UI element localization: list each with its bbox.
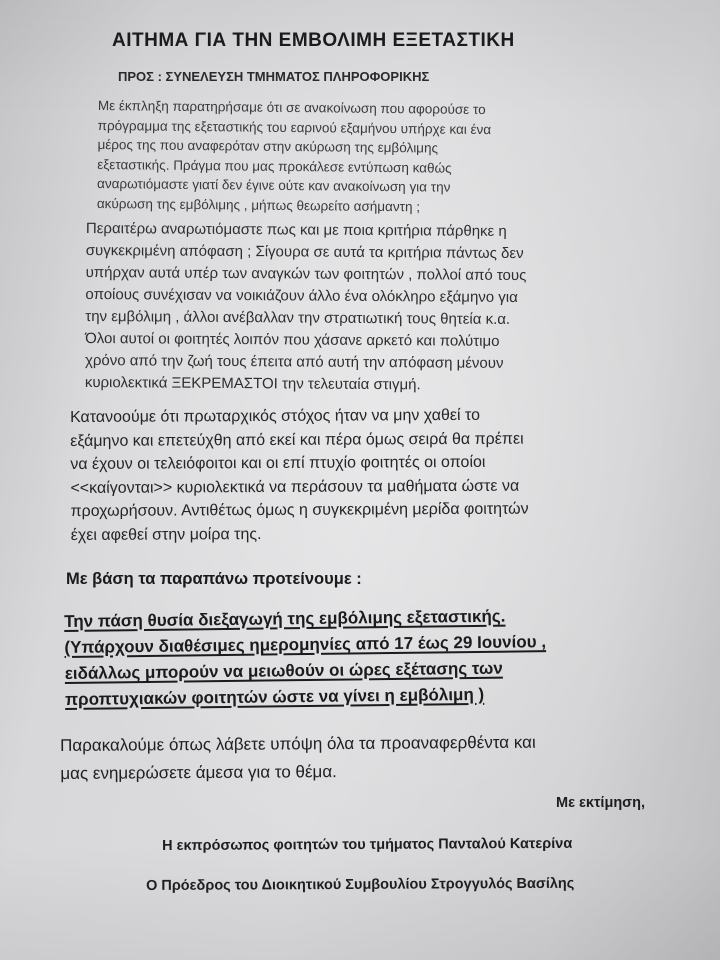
text-line: Περαιτέρω αναρωτιόμαστε πως και με ποια κριτήρια πάρθηκε η	[85, 219, 507, 240]
text-line: κυριολεκτικά ΞΕΚΡΕΜΑΣΤΟΙ την τελευταία στιγμή.	[84, 373, 421, 394]
paragraph-request	[60, 728, 700, 788]
text-line: αναρωτιόμαστε γιατί δεν έγινε ούτε καν ανακοίνωση για την	[97, 175, 451, 195]
text-line: εξάμηνο και επετεύχθη από εκεί και πέρα όμως σειρά θα πρέπει	[70, 430, 524, 450]
document-title: ΑΙΤΗΜΑ ΓΙΑ ΤΗΝ ΕΜΒΟΛΙΜΗ ΕΞΕΤΑΣΤΙΚΗ	[112, 30, 515, 51]
proposal-block	[64, 602, 665, 713]
text-line: υπήρχαν αυτά υπέρ των αναγκών των φοιτητών , πολλοί από τους	[85, 263, 527, 285]
closing-salutation: Με εκτίμηση,	[556, 795, 645, 811]
text-line: ακύρωση της εμβόλιμης , μήπως θεωρείτο ασήμαντη ;	[96, 195, 421, 214]
text-line: μας ενημερώσετε άμεσα για το θέμα.	[60, 762, 337, 783]
proposal-line: (Υπάρχουν διαθέσιμες ημερομηνίες από 17 έως 29 Ιουνίου ,	[64, 632, 547, 657]
text-line: Παρακαλούμε όπως λάβετε υπόψη όλα τα προαναφερθέντα και	[60, 732, 536, 755]
paragraph-criteria	[85, 218, 656, 398]
text-line: συγκεκριμένη απόφαση ; Σίγουρα σε αυτά τα κριτήρια πάντως δεν	[85, 241, 524, 263]
text-line: <<καίγονται>> κυριολεκτικά να περάσουν τα μαθήματα ώστε να	[70, 477, 520, 497]
text-line: έχει αφεθεί στην μοίρα της.	[70, 525, 262, 544]
text-line: Κατανοούμε ότι πρωταρχικός στόχος ήταν να μην χαθεί το	[70, 406, 481, 426]
text-line: να έχουν οι τελειόφοιτοι και οι επί πτυχίο φοιτητές οι οποίοι	[70, 453, 486, 473]
recipient-line: ΠΡΟΣ : ΣΥΝΕΛΕΥΣΗ ΤΜΗΜΑΤΟΣ ΠΛΗΡΟΦΟΡΙΚΗΣ	[118, 69, 430, 84]
proposal-line: προπτυχιακών φοιτητών ώστε να γίνει η εμβόλιμη )	[64, 684, 485, 709]
text-line: προχωρήσουν. Αντιθέτως όμως η συγκεκριμένη μερίδα φοιτητών	[70, 500, 529, 520]
text-line: μέρος της που αναφερόταν στην ακύρωση της εμβόλιμης	[97, 136, 439, 156]
text-line: εξεταστικής. Πράγμα που μας προκάλεσε εντύπωση καθώς	[97, 156, 452, 176]
signature-student-rep: Η εκπρόσωπος φοιτητών του τμήματος Πανταλού Κατερίνα	[162, 835, 573, 854]
proposal-heading: Με βάση τα παραπάνω προτείνουμε :	[66, 570, 362, 588]
proposal-line: ειδάλλως μπορούν να μειωθούν οι ώρες εξέτασης των	[64, 658, 503, 683]
proposal-line: Την πάση θυσία διεξαγωγή της εμβόλιμης εξεταστικής.	[64, 606, 506, 631]
text-line: την εμβόλιμη , άλλοι ανέβαλλαν την στρατιωτική τους θητεία κ.α.	[85, 307, 511, 328]
paragraph-understanding	[70, 403, 681, 547]
text-line: οποίους συνέχισαν να νοικιάζουν άλλο ένα ολόκληρο εξάμηνο για	[85, 285, 518, 307]
paragraph-surprise	[97, 96, 618, 218]
text-line: Όλοι αυτοί οι φοιτητές λοιπόν που χάσανε αρκετό και πολύτιμο	[85, 329, 500, 350]
text-line: πρόγραμμα της εξεταστικής του εαρινού εξαμήνου υπήρχε και ένα	[97, 117, 492, 137]
text-line: Με έκπληξη παρατηρήσαμε ότι σε ανακοίνωση που αφορούσε το	[97, 97, 486, 118]
signature-board-president: Ο Πρόεδρος του Διοικητικού Συμβουλίου Στρογγυλός Βασίλης	[146, 875, 575, 894]
text-line: χρόνο από την ζωή τους έπειτα από αυτή την απόφαση μένουν	[84, 351, 504, 372]
